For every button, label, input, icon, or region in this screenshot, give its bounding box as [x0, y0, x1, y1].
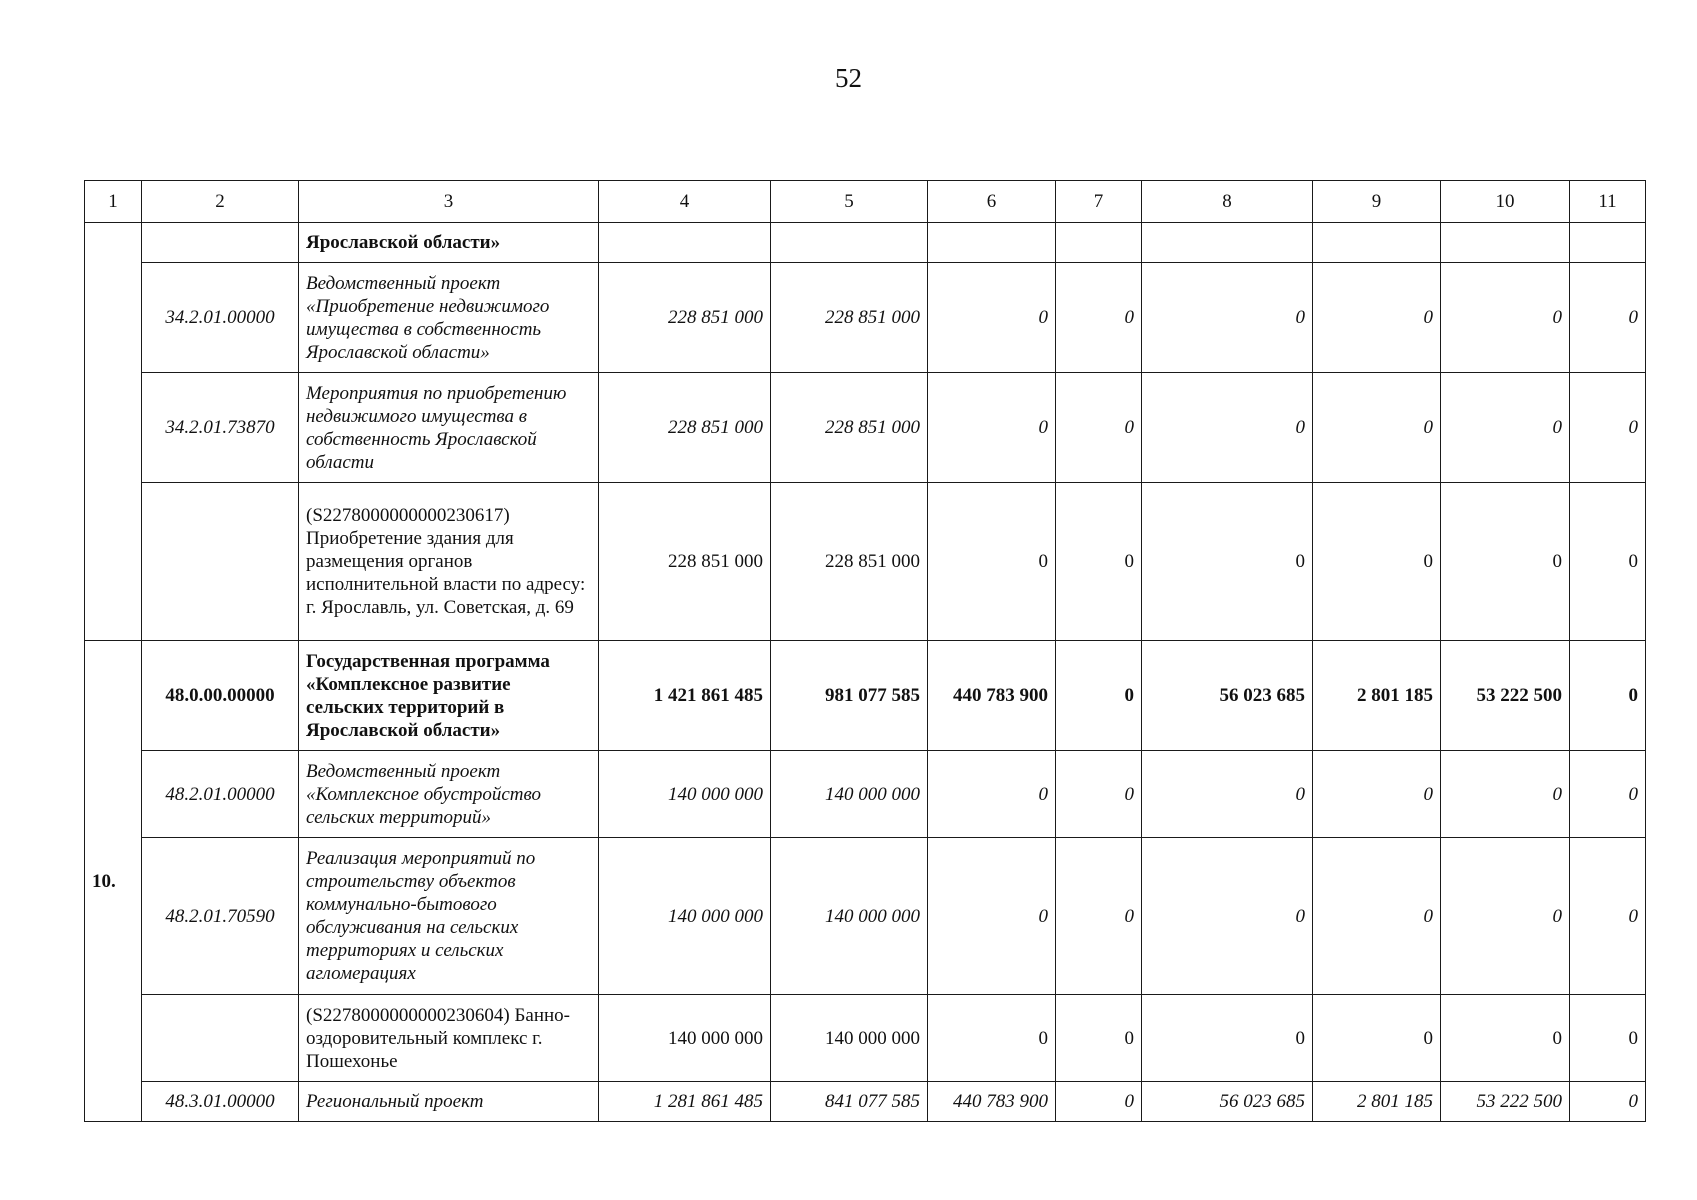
- column-number: 2: [142, 181, 299, 223]
- amount-cell: 440 783 900: [928, 641, 1056, 751]
- amount-cell: 0: [1056, 1082, 1142, 1122]
- amount-cell: 140 000 000: [771, 838, 928, 995]
- budget-code-cell: 48.2.01.70590: [142, 838, 299, 995]
- column-number: 10: [1441, 181, 1570, 223]
- amount-cell: 140 000 000: [599, 995, 771, 1082]
- amount-cell: 228 851 000: [771, 263, 928, 373]
- amount-cell: 0: [928, 995, 1056, 1082]
- budget-code-cell: [142, 483, 299, 641]
- amount-cell: 0: [1441, 751, 1570, 838]
- row-number-cell: [85, 223, 142, 641]
- amount-cell: [1056, 223, 1142, 263]
- amount-cell: 0: [1056, 373, 1142, 483]
- amount-cell: 0: [928, 838, 1056, 995]
- amount-cell: 140 000 000: [599, 751, 771, 838]
- amount-cell: 228 851 000: [599, 263, 771, 373]
- amount-cell: 140 000 000: [599, 838, 771, 995]
- item-name-cell: Реализация мероприятий по строительству объектов коммунально-бытового обслуживания на сельских территориях и сельских агломерациях: [299, 838, 599, 995]
- table-row: [85, 995, 1646, 1082]
- amount-cell: 0: [1142, 995, 1313, 1082]
- column-number: 7: [1056, 181, 1142, 223]
- amount-cell: 228 851 000: [771, 373, 928, 483]
- budget-code-cell: 48.3.01.00000: [142, 1082, 299, 1122]
- item-name-cell: Ярославской области»: [299, 223, 599, 263]
- amount-cell: 0: [1313, 373, 1441, 483]
- item-name-cell: Региональный проект: [299, 1082, 599, 1122]
- amount-cell: 0: [1056, 995, 1142, 1082]
- table-row: [85, 641, 1646, 751]
- amount-cell: 440 783 900: [928, 1082, 1056, 1122]
- column-number: 1: [85, 181, 142, 223]
- amount-cell: 0: [1441, 995, 1570, 1082]
- amount-cell: 228 851 000: [771, 483, 928, 641]
- amount-cell: 0: [1142, 483, 1313, 641]
- column-number: 9: [1313, 181, 1441, 223]
- page-number: 52: [835, 63, 862, 93]
- column-number: 3: [299, 181, 599, 223]
- amount-cell: 0: [928, 263, 1056, 373]
- budget-code-cell: 48.0.00.00000: [142, 641, 299, 751]
- amount-cell: 53 222 500: [1441, 641, 1570, 751]
- amount-cell: [1441, 223, 1570, 263]
- amount-cell: 0: [1142, 373, 1313, 483]
- amount-cell: 0: [1570, 838, 1646, 995]
- table-row: [85, 373, 1646, 483]
- amount-cell: 53 222 500: [1441, 1082, 1570, 1122]
- item-name-cell: (S2278000000000230604) Банно-оздоровительный комплекс г. Пошехонье: [299, 995, 599, 1082]
- amount-cell: 0: [1441, 483, 1570, 641]
- amount-cell: 0: [1570, 373, 1646, 483]
- amount-cell: 0: [1313, 263, 1441, 373]
- table-row: [85, 838, 1646, 995]
- amount-cell: 0: [1441, 838, 1570, 995]
- column-number: 11: [1570, 181, 1646, 223]
- amount-cell: [599, 223, 771, 263]
- table-row: [85, 483, 1646, 641]
- budget-code-cell: 34.2.01.73870: [142, 373, 299, 483]
- amount-cell: 0: [1441, 263, 1570, 373]
- row-number-cell: 10.: [85, 641, 142, 1122]
- table-row: [85, 1082, 1646, 1122]
- amount-cell: 0: [1142, 751, 1313, 838]
- amount-cell: 140 000 000: [771, 751, 928, 838]
- amount-cell: 0: [1142, 263, 1313, 373]
- amount-cell: [771, 223, 928, 263]
- amount-cell: 228 851 000: [599, 373, 771, 483]
- item-name-cell: Государственная программа «Комплексное развитие сельских территорий в Ярославской области»: [299, 641, 599, 751]
- amount-cell: 981 077 585: [771, 641, 928, 751]
- amount-cell: 0: [1441, 373, 1570, 483]
- column-number: 6: [928, 181, 1056, 223]
- amount-cell: 0: [1056, 751, 1142, 838]
- amount-cell: 0: [1142, 838, 1313, 995]
- amount-cell: 0: [1313, 838, 1441, 995]
- amount-cell: 0: [1056, 483, 1142, 641]
- amount-cell: 0: [928, 751, 1056, 838]
- amount-cell: 0: [1570, 1082, 1646, 1122]
- budget-table: [84, 180, 1646, 1122]
- table-row: [85, 263, 1646, 373]
- table-row: [85, 751, 1646, 838]
- amount-cell: 2 801 185: [1313, 641, 1441, 751]
- item-name-cell: Ведомственный проект «Комплексное обустройство сельских территорий»: [299, 751, 599, 838]
- amount-cell: 1 281 861 485: [599, 1082, 771, 1122]
- amount-cell: 2 801 185: [1313, 1082, 1441, 1122]
- amount-cell: 56 023 685: [1142, 1082, 1313, 1122]
- amount-cell: 0: [1313, 995, 1441, 1082]
- amount-cell: [1313, 223, 1441, 263]
- column-number: 8: [1142, 181, 1313, 223]
- amount-cell: [928, 223, 1056, 263]
- amount-cell: 0: [1313, 751, 1441, 838]
- amount-cell: 0: [1570, 995, 1646, 1082]
- amount-cell: 0: [1056, 263, 1142, 373]
- amount-cell: 0: [1313, 483, 1441, 641]
- amount-cell: 0: [1056, 838, 1142, 995]
- budget-code-cell: [142, 995, 299, 1082]
- table-row: [85, 223, 1646, 263]
- budget-code-cell: 48.2.01.00000: [142, 751, 299, 838]
- amount-cell: 228 851 000: [599, 483, 771, 641]
- item-name-cell: Мероприятия по приобретению недвижимого имущества в собственность Ярославской области: [299, 373, 599, 483]
- amount-cell: 0: [1056, 641, 1142, 751]
- item-name-cell: Ведомственный проект «Приобретение недвижимого имущества в собственность Ярославской области»: [299, 263, 599, 373]
- amount-cell: [1570, 223, 1646, 263]
- amount-cell: 56 023 685: [1142, 641, 1313, 751]
- amount-cell: 0: [1570, 483, 1646, 641]
- item-name-cell: (S2278000000000230617) Приобретение здания для размещения органов исполнительной власти по адресу: г. Ярославль, ул. Советская, д. 69: [299, 483, 599, 641]
- column-number: 4: [599, 181, 771, 223]
- amount-cell: 0: [928, 483, 1056, 641]
- amount-cell: 0: [1570, 641, 1646, 751]
- column-number-row: [85, 181, 1646, 223]
- amount-cell: 0: [1570, 751, 1646, 838]
- amount-cell: 841 077 585: [771, 1082, 928, 1122]
- amount-cell: 0: [1570, 263, 1646, 373]
- amount-cell: [1142, 223, 1313, 263]
- amount-cell: 140 000 000: [771, 995, 928, 1082]
- amount-cell: 0: [928, 373, 1056, 483]
- budget-code-cell: [142, 223, 299, 263]
- amount-cell: 1 421 861 485: [599, 641, 771, 751]
- budget-code-cell: 34.2.01.00000: [142, 263, 299, 373]
- column-number: 5: [771, 181, 928, 223]
